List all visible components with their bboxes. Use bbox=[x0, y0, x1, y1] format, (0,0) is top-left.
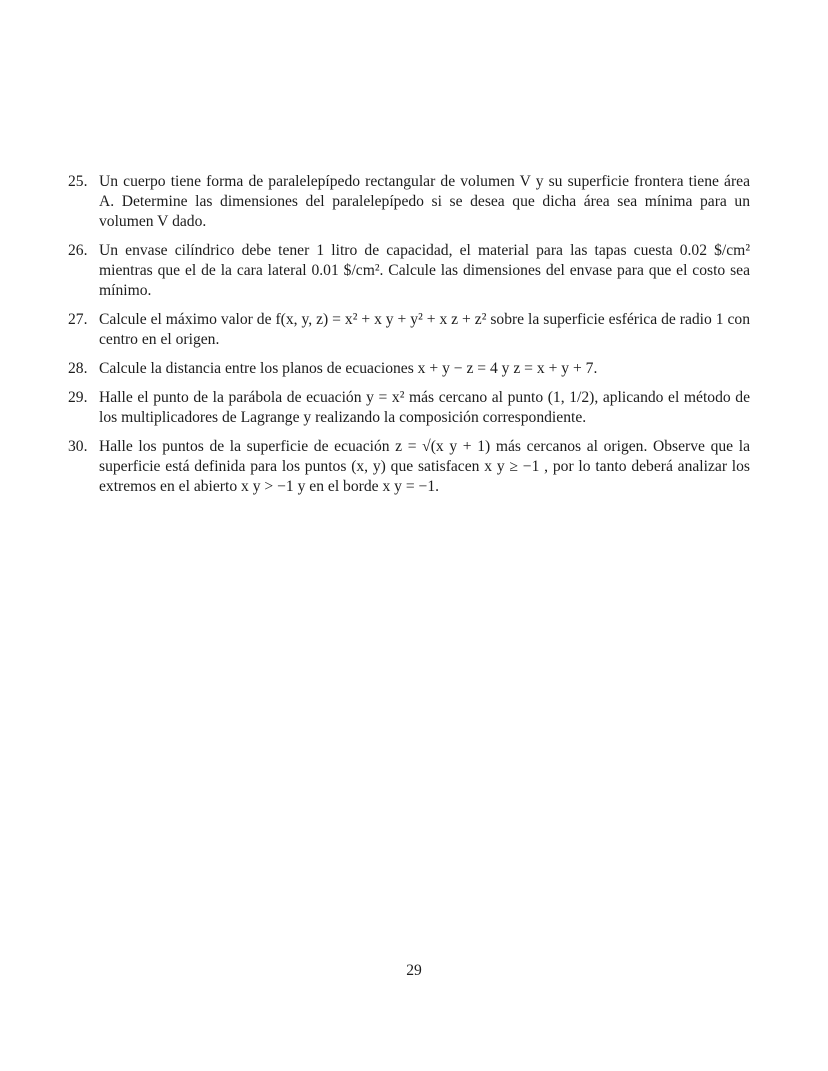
problem-number: 27. bbox=[68, 311, 88, 328]
problem-item bbox=[68, 172, 750, 232]
problem-text: Halle el punto de la parábola de ecuación y = x² más cercano al punto (1, 1/2), aplicando el método de los multiplicadores de Lagrange y realizando la composición correspondiente. bbox=[99, 389, 750, 426]
problem-text: Calcule la distancia entre los planos de ecuaciones x + y − z = 4 y z = x + y + 7. bbox=[99, 360, 598, 377]
problem-item bbox=[68, 388, 750, 428]
problem-text: Halle los puntos de la superficie de ecuación z = √(x y + 1) más cercanos al origen. Observe que la superficie está definida para los puntos (x, y) que satisfacen x y ≥ −1 , por lo tanto deberá analizar los extremos en el abierto x y > −1 y en el borde x y = −1. bbox=[99, 438, 750, 495]
problem-item bbox=[68, 241, 750, 301]
problem-text: Un envase cilíndrico debe tener 1 litro de capacidad, el material para las tapas cuesta 0.02 $/cm² mientras que el de la cara lateral 0.01 $/cm². Calcule las dimensiones del envase para que el costo sea mínimo. bbox=[99, 242, 750, 299]
problem-item bbox=[68, 359, 750, 379]
problem-number: 29. bbox=[68, 389, 88, 406]
problem-number: 28. bbox=[68, 360, 88, 377]
problem-number: 30. bbox=[68, 438, 88, 455]
problem-item bbox=[68, 310, 750, 350]
page-number: 29 bbox=[406, 962, 422, 979]
problem-item bbox=[68, 437, 750, 497]
problem-number: 26. bbox=[68, 242, 88, 259]
problem-text: Calcule el máximo valor de f(x, y, z) = x² + x y + y² + x z + z² sobre la superficie esférica de radio 1 con centro en el origen. bbox=[99, 311, 750, 348]
problem-number: 25. bbox=[68, 173, 88, 190]
problem-text: Un cuerpo tiene forma de paralelepípedo rectangular de volumen V y su superficie frontera tiene área A. Determine las dimensiones del paralelepípedo si se desea que dicha área sea mínima para un volumen V dado. bbox=[99, 173, 750, 230]
problem-list bbox=[68, 172, 750, 506]
